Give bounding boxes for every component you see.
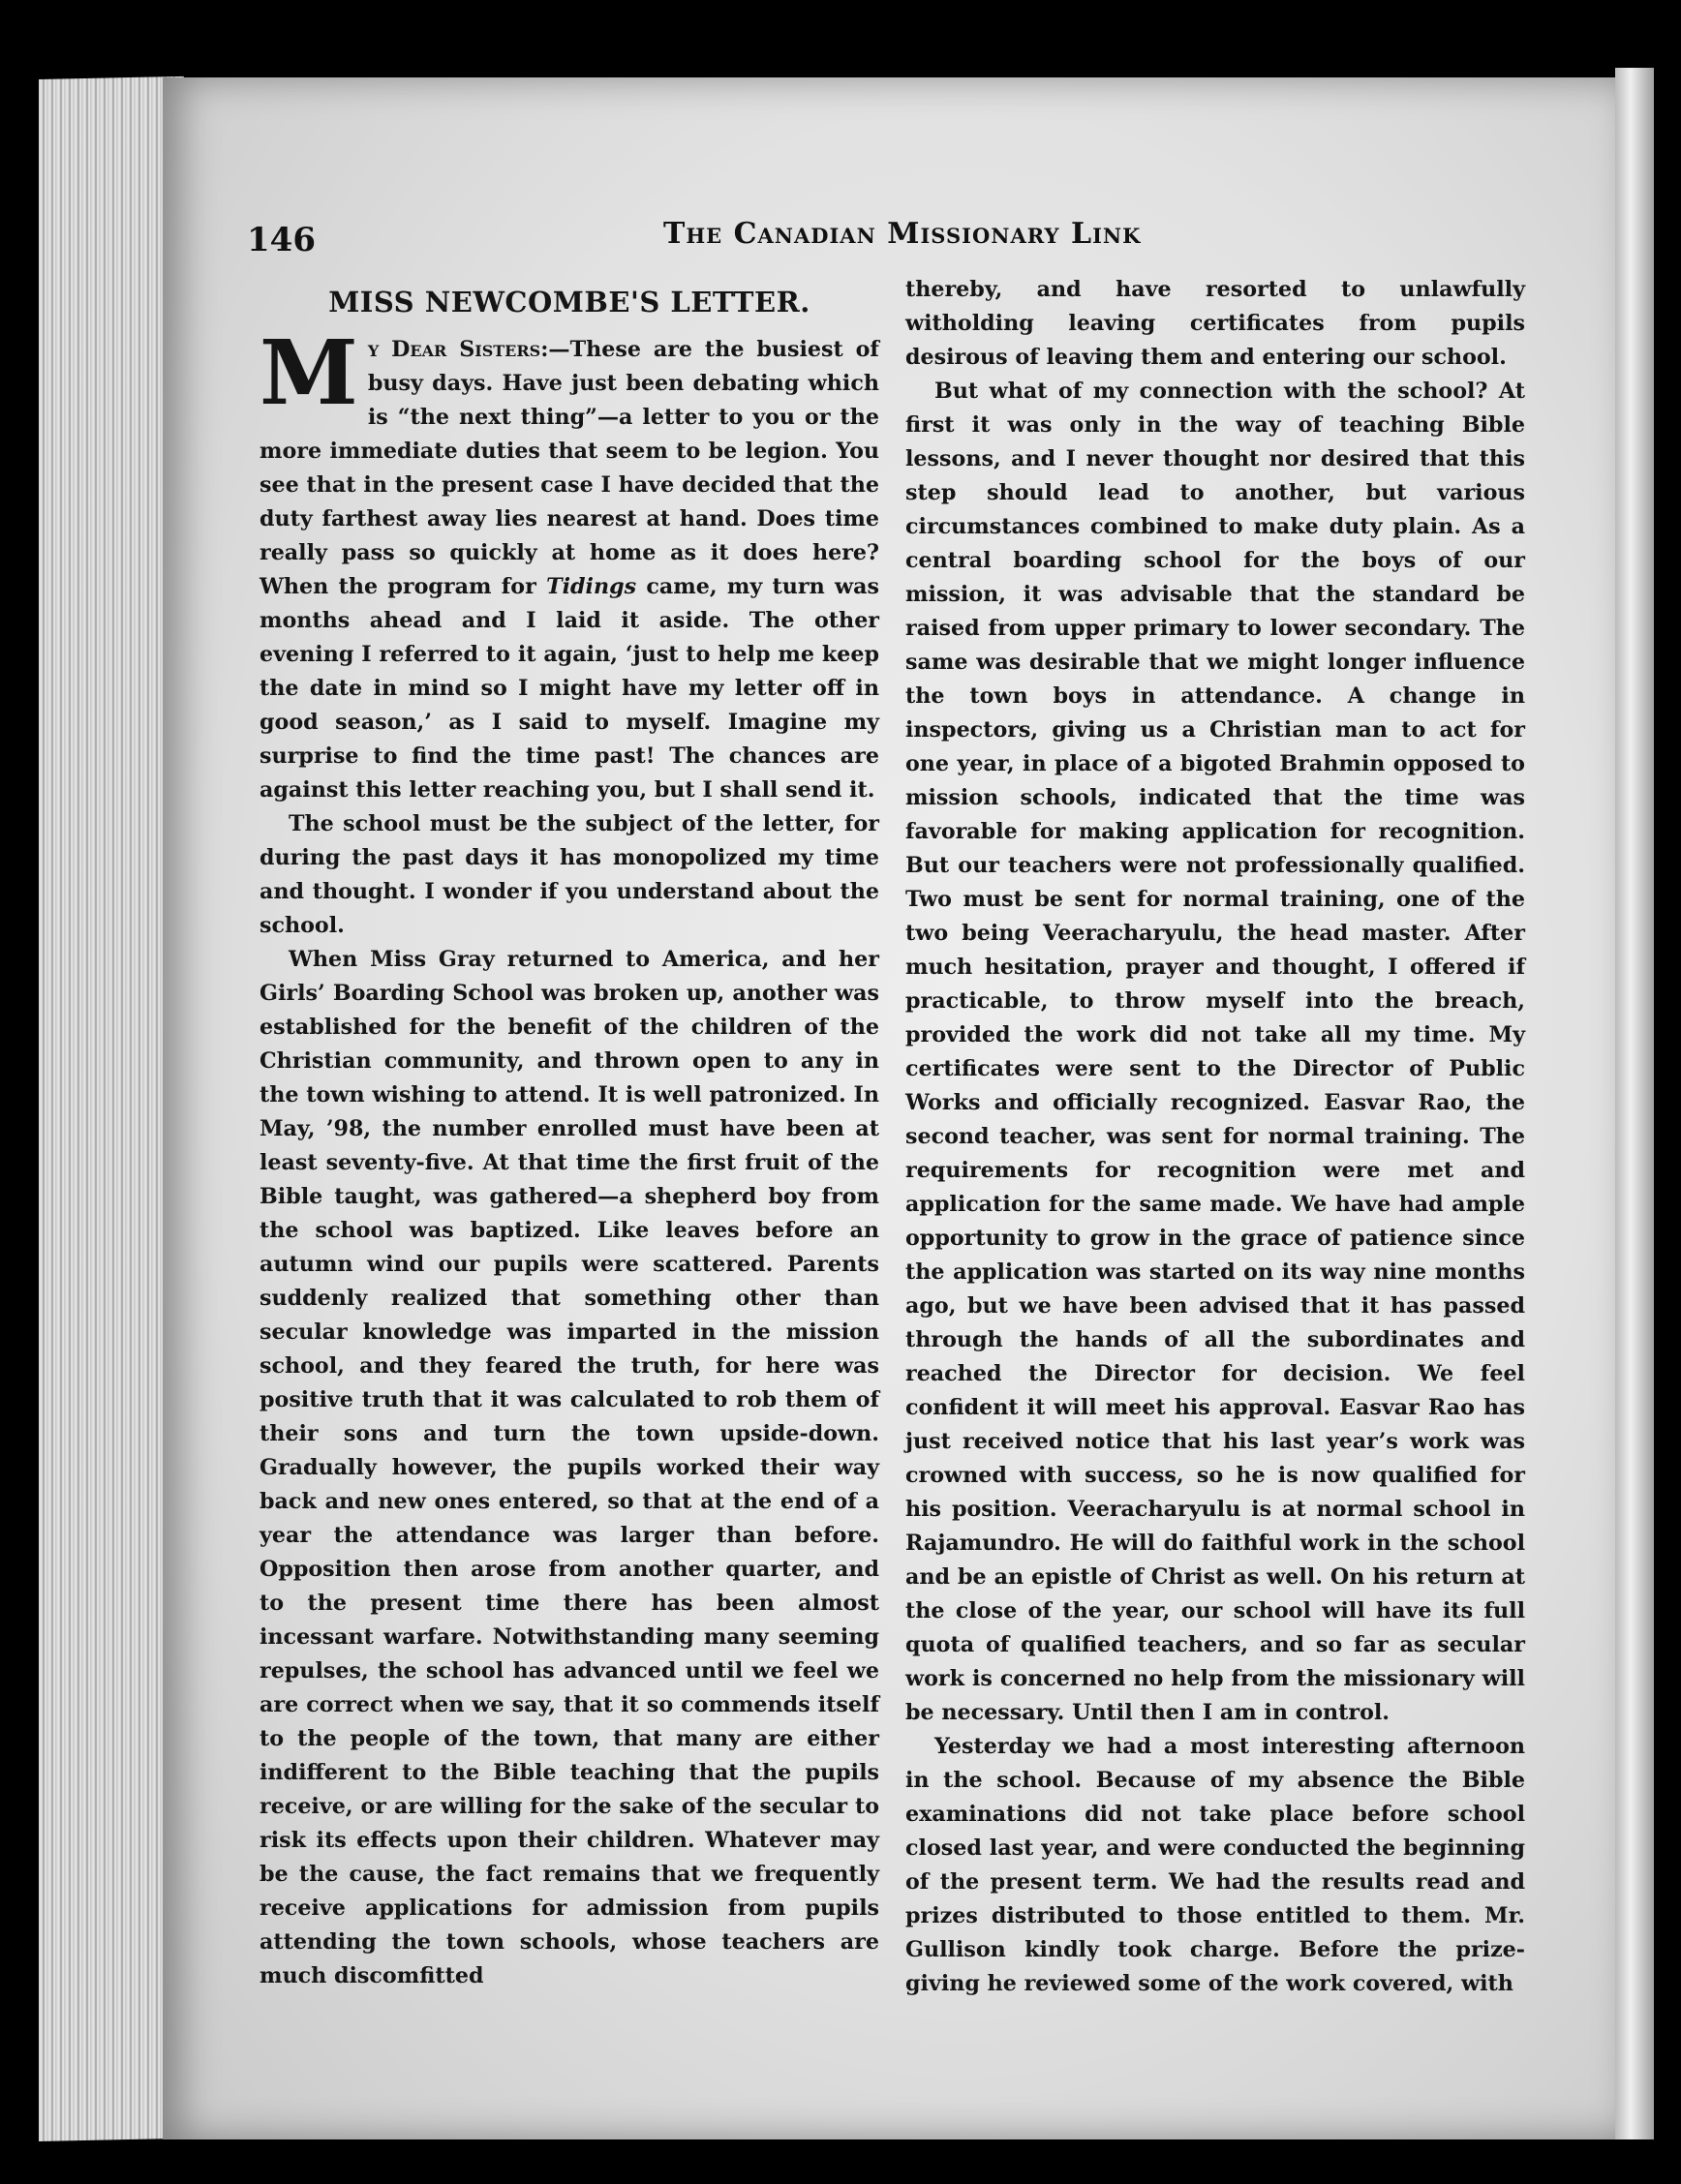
- salutation: y Dear Sisters: [367, 337, 541, 362]
- paragraph-history-continued: thereby, and have resorted to unlawfully witholding leaving certificates from pupils desirous of leaving them and entering our school.: [905, 277, 1525, 370]
- opening-text: :—These are the busiest of busy days. Have just been debating which is “the next thing”—a letter to you or the more immediate duties that seem to be legion. You see that in the present case I have decided that the duty farthest away lies nearest at hand. Does time really pass so quickly at home as it does here? When the program for: [260, 337, 879, 599]
- opening-text-rest: came, my turn was months ahead and I laid it aside. The other evening I referred to it again, ‘just to help me keep the date in mind so I might have my letter off in good season,’ as I said to myself. Imagine my surprise to find the time past! The chances are against this letter reaching you, but I shall send it.: [260, 574, 879, 803]
- right-column: [905, 273, 1525, 2001]
- paragraph-school: The school must be the subject of the letter, for during the past days it has monopolized my time and thought. I wonder if you understand about the school.: [260, 811, 879, 938]
- drop-cap: M: [260, 320, 358, 425]
- opening-paragraph: [260, 320, 879, 807]
- paragraph-history: When Miss Gray returned to America, and her Girls’ Boarding School was broken up, another was established for the benefit of the children of the Christian community, and thrown open to any in the town wishing to attend. It is well patronized. In May, ’98, the number enrolled must have been at least seventy-five. At that time the first fruit of the Bible taught, was gathered—a shepherd boy from the school was baptized. Like leaves before an autumn wind our pupils were scattered. Parents suddenly realized that something other than secular knowledge was imparted in the mission school, and they feared the truth, for here was positive truth that it was calculated to rob them of their sons and turn the town upside-down. Gradually however, the pupils worked their way back and new ones entered, so that at the end of a year the attendance was larger than before. Opposition then arose from another quarter, and to the present time there has been almost incessant warfare. Notwithstanding many seeming repulses, the school has advanced until we feel we are correct when we say, that it so commends itself to the people of the town, that many are either indifferent to the Bible teaching that the pupils receive, or are willing for the sake of the secular to risk its effects upon their children. Whatever may be the cause, the fact remains that we frequently receive applications for admission from pupils attending the town schools, whose teachers are much discomfitted: [260, 947, 879, 1988]
- paragraph-yesterday: Yesterday we had a most interesting afternoon in the school. Because of my absence the Bible examinations did not take place before school closed last year, and were conducted the beginning of the present term. We had the results read and prizes distributed to those entitled to them. Mr. Gullison kindly took charge. Before the prize-giving he reviewed some of the work covered, with: [905, 1734, 1525, 1996]
- article-title: MISS NEWCOMBE'S LETTER.: [328, 286, 810, 318]
- running-title: The Canadian Missionary Link: [663, 217, 1142, 251]
- left-column: [260, 273, 879, 1993]
- tidings-title: Tidings: [546, 574, 637, 599]
- paragraph-connection: But what of my connection with the school? At first it was only in the way of teaching Bible lessons, and I never thought nor desired that this step should lead to another, but various circumstances combined to make duty plain. As a central boarding school for the boys of our mission, it was advisable that the standard be raised from upper primary to lower secondary. The same was desirable that we might longer influence the town boys in attendance. A change in inspectors, giving us a Christian man to act for one year, in place of a bigoted Brahmin opposed to mission schools, indicated that the time was favorable for making application for recognition. But our teachers were not professionally qualified. Two must be sent for normal training, one of the two being Veeracharyulu, the head master. After much hesitation, prayer and thought, I offered if practicable, to throw myself into the breach, provided the work did not take all my time. My certificates were sent to the Director of Public Works and officially recognized. Easvar Rao, the second teacher, was sent for normal training. The requirements for recognition were met and application for the same made. We have had ample opportunity to grow in the grace of patience since the application was started on its way nine months ago, but we have been advised that it has passed through the hands of all the subordinates and reached the Director for decision. We feel confident it will meet his approval. Easvar Rao has just received notice that his last year’s work was crowned with success, so he is now qualified for his position. Veeracharyulu is at normal school in Rajamundro. He will do faithful work in the school and be an epistle of Christ as well. On his return at the close of the year, our school will have its full quota of qualified teachers, and so far as secular work is concerned no help from the missionary will be necessary. Until then I am in control.: [905, 379, 1525, 1725]
- running-head: [247, 203, 1535, 261]
- page-number: 146: [247, 221, 316, 259]
- facing-page-edge: [1615, 68, 1654, 2139]
